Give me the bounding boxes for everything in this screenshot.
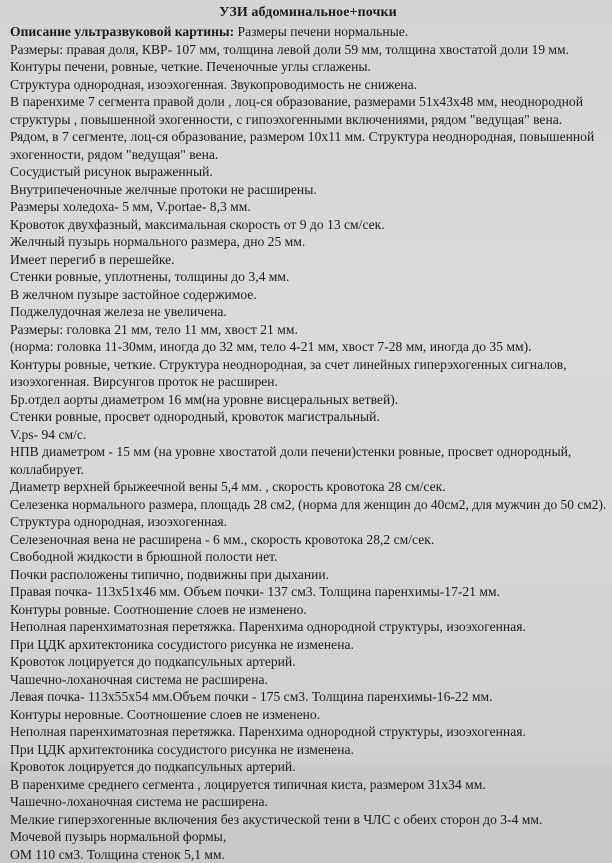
- report-intro-line: [10, 23, 606, 41]
- report-line: структуры , повышенной эхогенности, с гипоэхогенными включениями, рядом "ведущая" вена.: [10, 111, 606, 129]
- report-line: коллабирует.: [10, 461, 606, 479]
- report-line: Кровоток двухфазный, максимальная скорость от 9 до 13 см/сек.: [10, 216, 606, 234]
- report-line: Бр.отдел аорты диаметром 16 мм(на уровне висцеральных ветвей).: [10, 391, 606, 409]
- report-line: Кровоток лоцируется до подкапсульных артерий.: [10, 758, 606, 776]
- report-line: Мелкие гиперэхогенные включения без акустической тени в ЧЛС с обеих сторон до 3-4 мм.: [10, 811, 606, 829]
- report-line: НПВ диаметром - 15 мм (на уровне хвостатой доли печени)стенки ровные, просвет однородный,: [10, 443, 606, 461]
- report-title: УЗИ абдоминальное+почки: [10, 4, 606, 22]
- report-line: Правая почка- 113х51х46 мм. Объем почки- 137 см3. Толщина паренхимы-17-21 мм.: [10, 583, 606, 601]
- report-line: Кровоток лоцируется до подкапсульных артерий.: [10, 653, 606, 671]
- report-line: Неполная паренхиматозная перетяжка. Паренхима однородной структуры, изоэхогенная.: [10, 618, 606, 636]
- report-line: При ЦДК архитектоника сосудистого рисунка не изменена.: [10, 636, 606, 654]
- report-line: Имеет перегиб в перешейке.: [10, 251, 606, 269]
- report-body: [10, 41, 606, 863]
- report-line: Почки расположены типично, подвижны при дыхании.: [10, 566, 606, 584]
- report-line: Структура однородная, изоэхогенная. Звукопроводимость не снижена.: [10, 76, 606, 94]
- description-label: Описание ультразвуковой картины:: [10, 24, 234, 39]
- report-line: Контуры ровные, четкие. Структура неоднородная, за счет линейных гиперэхогенных сигналов,: [10, 356, 606, 374]
- report-line: Диаметр верхней брыжеечной вены 5,4 мм. , скорость кровотока 28 см/сек.: [10, 478, 606, 496]
- report-line: При ЦДК архитектоника сосудистого рисунка не изменена.: [10, 741, 606, 759]
- report-line: Мочевой пузырь нормальной формы,: [10, 828, 606, 846]
- report-line: Рядом, в 7 сегменте, лоц-ся образование, размером 10х11 мм. Структура неоднородная, повышенной: [10, 128, 606, 146]
- report-line: изоэхогенная. Вирсунгов проток не расширен.: [10, 373, 606, 391]
- report-line: Стенки ровные, уплотнены, толщины до 3,4 мм.: [10, 268, 606, 286]
- report-line: Контуры ровные. Соотношение слоев не изменено.: [10, 601, 606, 619]
- report-line: Чашечно-лоханочная система не расширена.: [10, 671, 606, 689]
- report-line: Селезенка нормального размера, площадь 28 см2, (норма для женщин до 40см2, для мужчин до 50 см2).: [10, 496, 598, 514]
- report-line: В паренхиме 7 сегмента правой доли , лоц-ся образование, размерами 51х43х48 мм, неоднородной: [10, 93, 606, 111]
- report-line: (норма: головка 11-30мм, иногда до 32 мм, тело 4-21 мм, хвост 7-28 мм, иногда до 35 мм).: [10, 338, 606, 356]
- report-line: Стенки ровные, просвет однородный, кровоток магистральный.: [10, 408, 606, 426]
- report-line: Поджелудочная железа не увеличена.: [10, 303, 606, 321]
- report-line: Левая почка- 113х55х54 мм.Объем почки - 175 см3. Толщина паренхимы-16-22 мм.: [10, 688, 606, 706]
- report-line: Свободной жидкости в брюшной полости нет.: [10, 548, 606, 566]
- report-line: V.ps- 94 см/с.: [10, 426, 606, 444]
- report-line: ОМ 110 см3. Толщина стенок 5,1 мм.: [10, 846, 606, 863]
- report-line: Сосудистый рисунок выраженный.: [10, 163, 606, 181]
- report-line: Контуры неровные. Соотношение слоев не изменено.: [10, 706, 606, 724]
- description-lead-text: Размеры печени нормальные.: [234, 24, 408, 39]
- report-line: Внутрипеченочные желчные протоки не расширены.: [10, 181, 606, 199]
- report-line: В паренхиме среднего сегмента , лоцируется типичная киста, размером 31х34 мм.: [10, 776, 606, 794]
- report-line: Размеры: правая доля, КВР- 107 мм, толщина левой доли 59 мм, толщина хвостатой доли 19 мм.: [10, 41, 606, 59]
- report-line: Контуры печени, ровные, четкие. Печеночные углы сглажены.: [10, 58, 606, 76]
- report-line: Желчный пузырь нормального размера, дно 25 мм.: [10, 233, 606, 251]
- report-line: Селезеночная вена не расширена - 6 мм., скорость кровотока 28,2 см/сек.: [10, 531, 606, 549]
- report-line: В желчном пузыре застойное содержимое.: [10, 286, 606, 304]
- report-line: Чашечно-лоханочная система не расширена.: [10, 793, 606, 811]
- report-line: эхогенности, рядом "ведущая" вена.: [10, 146, 606, 164]
- report-line: Размеры: головка 21 мм, тело 11 мм, хвост 21 мм.: [10, 321, 606, 339]
- report-line: Структура однородная, изоэхогенная.: [10, 513, 606, 531]
- report-line: Размеры холедоха- 5 мм, V.portae- 8,3 мм.: [10, 198, 606, 216]
- report-line: Неполная паренхиматозная перетяжка. Паренхима однородной структуры, изоэхогенная.: [10, 723, 606, 741]
